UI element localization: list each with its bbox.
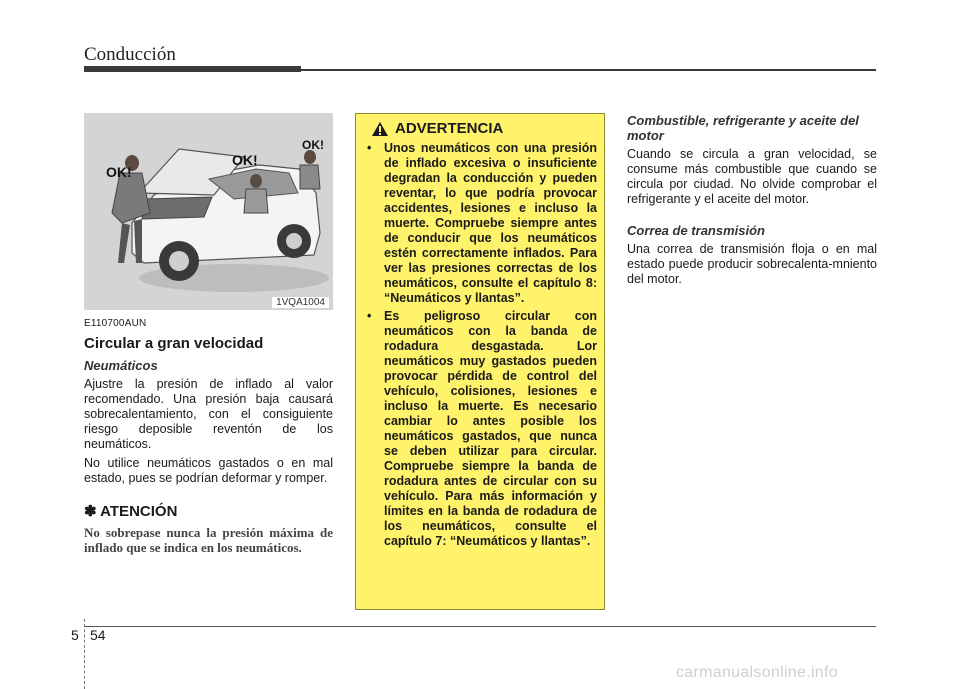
watermark: carmanualsonline.info — [676, 664, 838, 681]
section-title: Conducción — [84, 44, 176, 65]
header-rule-thick — [84, 66, 301, 72]
attention-text: No sobrepase nunca la presión máxima de inflado que se indica en los neumáticos. — [84, 525, 333, 555]
car-illustration — [84, 113, 333, 310]
attention-title: ✽ ATENCIÓN — [84, 503, 178, 520]
ok-callout-left: OK! — [106, 164, 132, 180]
warning-item-pressure — [365, 141, 597, 306]
footer-separator — [84, 619, 85, 689]
footer-rule — [84, 626, 876, 627]
warning-list — [365, 141, 597, 549]
paragraph-tire-pressure: Ajustre la presión de inflado al valor recomendado. Una presión baja causará sobrecalentamiento, con el consiguiente riesgo deposible reventón de los neumáticos. — [84, 377, 333, 451]
car-drawing — [84, 113, 333, 310]
ok-callout-middle: OK! — [232, 152, 258, 168]
warning-item-text: Es peligroso circular con neumáticos con la banda de rodadura desgastada. Lor neumáticos muy gastados pueden provocar pérdida de control del vehículo, colisiones, lesiones e incluso la muerte. Es necesario cambiar lo antes posible los neumáticos gastados, que nunca se deben utilizar para circular. Compruebe siempre la banda de rodadura antes de circular con su vehículo. Para más información y límites en la banda de rodadura de los neumáticos, consulte el capítulo 7: “Neumáticos y llantas”. — [384, 309, 597, 548]
warning-item-text: Unos neumáticos con una presión de inflado excesiva o insuficiente degradan la conducción y pueden reventar, lo que podría provocar accidentes, lesiones e incluso la muerte. Compruebe siempre antes de conducir que los neumáticos estén correctamente inflados. Para ver las presiones correctas de los neumáticos, consulte el capítulo 8: “Neumáticos y llantas”. — [384, 141, 597, 305]
bullet-mark: • — [367, 309, 372, 323]
chapter-number: 5 — [71, 627, 79, 643]
right-column — [627, 113, 877, 287]
warning-item-tread — [365, 309, 597, 549]
ok-callout-right: OK! — [302, 138, 324, 152]
warning-header — [365, 120, 597, 137]
left-column — [84, 113, 333, 555]
illustration-code: 1VQA1004 — [272, 297, 329, 308]
heading-high-speed: Circular a gran velocidad — [84, 335, 264, 352]
document-code: E110700AUN — [84, 318, 147, 329]
page-number: 54 — [90, 627, 106, 643]
paragraph-fuel: Cuando se circula a gran velocidad, se consume más combustible que cuando se circula por ciudad. No olvide comprobar el refrigerante y el aceite del motor. — [627, 147, 877, 206]
warning-box — [355, 113, 605, 610]
subheading-fuel-coolant-oil: Combustible, refrigerante y aceite del motor — [627, 113, 859, 143]
paragraph-worn-tires: No utilice neumáticos gastados o en mal estado, pues se podrían deformar y romper. — [84, 456, 333, 485]
warning-title: ADVERTENCIA — [395, 120, 504, 137]
warning-triangle-icon — [371, 121, 389, 137]
subheading-tires: Neumáticos — [84, 358, 158, 373]
paragraph-drive-belt: Una correa de transmisión floja o en mal estado puede producir sobrecalenta-mniento del motor. — [627, 242, 877, 286]
subheading-drive-belt: Correa de transmisión — [627, 223, 765, 238]
bullet-mark: • — [367, 141, 372, 155]
header-rule-thin — [301, 69, 876, 71]
